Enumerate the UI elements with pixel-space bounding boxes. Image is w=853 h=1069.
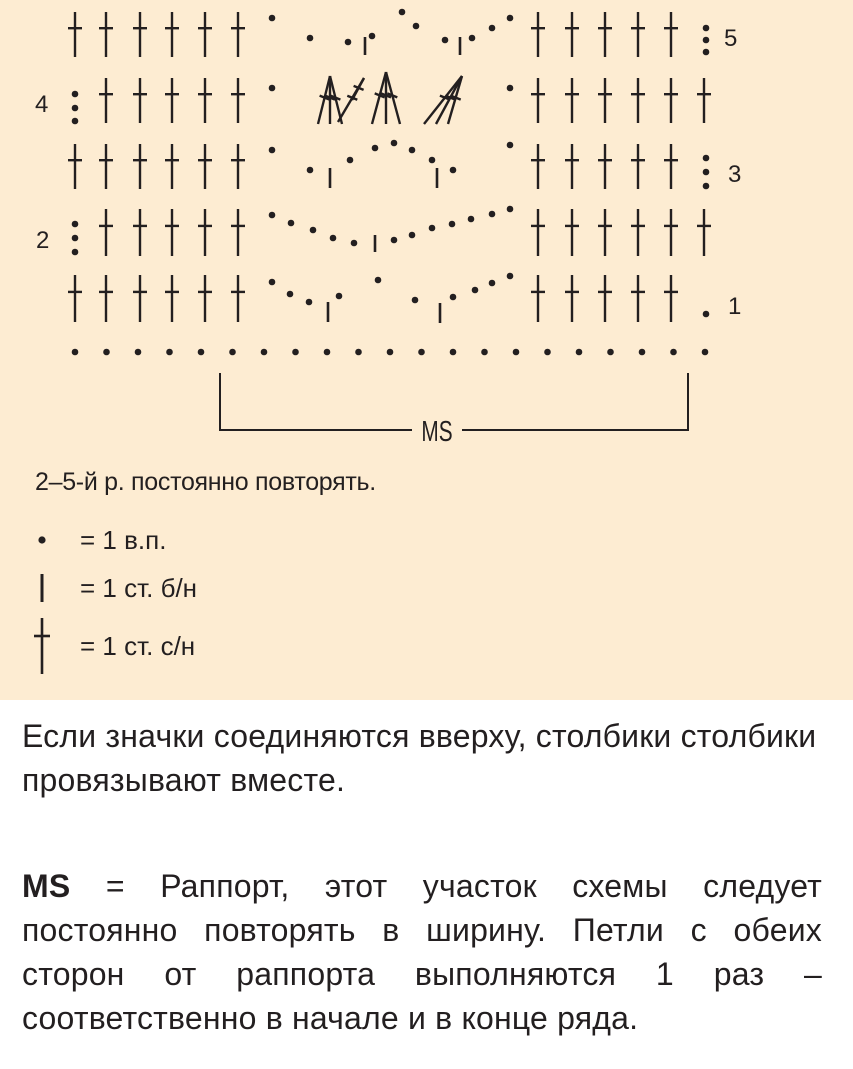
chain-dot	[166, 349, 173, 356]
double-crochet-mark	[99, 78, 113, 123]
double-crochet-mark	[565, 12, 579, 57]
repeat-definition: = Раппорт, этот участок схемы следует постоянно повторять в ширину. Петли с обеих сторон от раппорта выполняются 1 раз – соответственно в начале и в конце ряда.	[22, 868, 822, 1036]
double-crochet-mark	[133, 275, 147, 322]
double-crochet-mark	[531, 12, 545, 57]
chain-dot	[198, 349, 205, 356]
chain-dot	[607, 349, 614, 356]
chain-dot	[269, 212, 276, 219]
chain-dot	[576, 349, 583, 356]
chain-dot	[72, 349, 79, 356]
chain-dot	[507, 206, 514, 213]
chain-dot	[670, 349, 677, 356]
chain-dot	[413, 23, 420, 30]
chain-dot	[292, 349, 299, 356]
chain-dot	[489, 211, 496, 218]
chain-dot	[429, 157, 436, 164]
double-crochet-mark	[68, 275, 82, 322]
chain-dot	[703, 183, 710, 190]
chain-dot	[703, 311, 710, 318]
chain-dot	[288, 220, 295, 227]
double-crochet-mark	[631, 275, 645, 322]
crochet-diagram	[0, 0, 853, 460]
chain-dot	[347, 157, 354, 164]
double-crochet-mark	[631, 12, 645, 57]
chain-dot	[409, 232, 416, 239]
double-crochet-mark	[697, 78, 711, 123]
chain-dot	[72, 249, 79, 256]
double-crochet-mark	[99, 144, 113, 189]
double-crochet-mark	[231, 12, 245, 57]
chain-dot	[103, 349, 110, 356]
chain-dot	[703, 25, 710, 32]
chain-dot	[507, 85, 514, 92]
double-crochet-mark	[697, 209, 711, 256]
chain-dot	[507, 142, 514, 149]
double-crochet-mark	[165, 78, 179, 123]
double-crochet-mark	[531, 209, 545, 256]
chain-dot	[703, 155, 710, 162]
cluster-mark	[318, 76, 342, 124]
double-crochet-mark	[198, 275, 212, 322]
chain-dot	[307, 35, 314, 42]
chain-dot	[469, 35, 476, 42]
legend-single-crochet	[30, 568, 197, 608]
double-crochet-mark	[231, 78, 245, 123]
repeat-description	[22, 864, 822, 1040]
chain-dot	[261, 349, 268, 356]
chain-dot	[307, 167, 314, 174]
chain-dot-icon	[30, 520, 60, 560]
double-crochet-mark	[198, 209, 212, 256]
chain-dot	[269, 85, 276, 92]
chain-dot	[306, 299, 313, 306]
legend-chain-text: = 1 в.п.	[80, 524, 167, 555]
double-crochet-mark	[664, 12, 678, 57]
double-crochet-mark	[664, 144, 678, 189]
vertical-bar-icon	[30, 568, 60, 608]
double-crochet-mark	[598, 78, 612, 123]
tee-cross-icon	[30, 616, 60, 676]
chain-dot	[489, 280, 496, 287]
chain-dot	[449, 221, 456, 228]
legend-double-crochet	[30, 626, 195, 666]
chain-dot	[387, 349, 394, 356]
double-crochet-mark	[231, 209, 245, 256]
double-crochet-mark	[531, 144, 545, 189]
row-label-5: 5	[724, 25, 738, 52]
chain-dot	[450, 167, 457, 174]
double-crochet-mark	[565, 78, 579, 123]
double-crochet-mark	[598, 144, 612, 189]
double-crochet-mark	[598, 275, 612, 322]
repeat-rows-note: 2–5-й р. постоянно повторять.	[35, 468, 376, 496]
double-crochet-mark	[68, 12, 82, 57]
chain-dot	[372, 145, 379, 152]
double-crochet-mark	[165, 209, 179, 256]
joined-symbols-note: Если значки соединяются вверху, столбики столбики провязывают вместе.	[22, 718, 817, 798]
double-crochet-mark	[598, 209, 612, 256]
double-crochet-mark	[664, 275, 678, 322]
chain-dot	[336, 293, 343, 300]
chain-dot	[391, 237, 398, 244]
chain-dot	[703, 49, 710, 56]
chain-dot	[450, 349, 457, 356]
chain-dot	[399, 9, 406, 16]
double-crochet-mark	[631, 78, 645, 123]
double-crochet-mark	[198, 12, 212, 57]
chain-dot	[72, 91, 79, 98]
double-crochet-mark	[133, 78, 147, 123]
double-crochet-mark	[565, 144, 579, 189]
repeat-term: MS	[22, 868, 71, 904]
row-label-4: 4	[35, 91, 49, 118]
double-crochet-mark	[631, 209, 645, 256]
chain-dot	[703, 169, 710, 176]
chain-dot	[513, 349, 520, 356]
chain-dot	[72, 221, 79, 228]
chain-dot	[72, 118, 79, 125]
legend-chain	[30, 520, 166, 560]
chain-dot	[489, 25, 496, 32]
double-crochet-mark	[165, 12, 179, 57]
double-crochet-mark	[531, 78, 545, 123]
double-crochet-mark	[231, 144, 245, 189]
double-crochet-mark	[598, 12, 612, 57]
chain-dot	[269, 279, 276, 286]
double-crochet-mark	[664, 209, 678, 256]
chain-dot	[702, 349, 709, 356]
double-crochet-mark	[133, 209, 147, 256]
chain-dot	[72, 105, 79, 112]
chain-dot	[345, 39, 352, 46]
double-crochet-mark	[133, 12, 147, 57]
double-crochet-mark	[231, 275, 245, 322]
chain-dot	[310, 227, 317, 234]
legend-double-crochet-text: = 1 ст. с/н	[80, 630, 196, 661]
double-crochet-mark	[68, 144, 82, 189]
chain-dot	[450, 294, 457, 301]
chain-dot	[639, 349, 646, 356]
chain-dot	[703, 37, 710, 44]
repeat-label: MS	[421, 415, 453, 448]
chain-dot	[507, 273, 514, 280]
chain-dot	[409, 147, 416, 154]
double-crochet-mark	[565, 209, 579, 256]
chain-dot	[442, 37, 449, 44]
chain-dot	[135, 349, 142, 356]
chain-dot	[72, 235, 79, 242]
double-crochet-mark	[99, 275, 113, 322]
chain-dot	[391, 140, 398, 147]
chain-dot	[507, 15, 514, 22]
chain-dot	[375, 277, 382, 284]
double-crochet-mark	[165, 275, 179, 322]
double-crochet-mark	[531, 275, 545, 322]
double-crochet-mark	[198, 78, 212, 123]
chain-dot	[412, 297, 419, 304]
double-crochet-mark	[565, 275, 579, 322]
chain-dot	[472, 287, 479, 294]
legend-single-crochet-text: = 1 ст. б/н	[80, 572, 198, 603]
chain-dot	[330, 235, 337, 242]
chain-dot	[229, 349, 236, 356]
row-label-3: 3	[728, 161, 742, 188]
chain-dot	[324, 349, 331, 356]
chain-dot	[468, 216, 475, 223]
chain-dot	[269, 15, 276, 22]
double-crochet-mark	[99, 209, 113, 256]
cluster-mark	[424, 76, 462, 124]
row-label-2: 2	[36, 227, 50, 254]
double-crochet-mark	[165, 144, 179, 189]
double-crochet-mark	[99, 12, 113, 57]
row-label-1: 1	[728, 293, 742, 320]
chain-dot	[287, 291, 294, 298]
chain-dot	[269, 147, 276, 154]
chain-dot	[481, 349, 488, 356]
double-crochet-mark	[631, 144, 645, 189]
chain-dot	[429, 225, 436, 232]
chain-dot	[369, 33, 376, 40]
cluster-mark	[338, 78, 364, 122]
cluster-mark	[372, 72, 400, 124]
double-crochet-mark	[664, 78, 678, 123]
repeat-bracket	[220, 373, 688, 430]
chain-dot	[351, 240, 358, 247]
double-crochet-mark	[198, 144, 212, 189]
double-crochet-mark	[133, 144, 147, 189]
chain-dot	[544, 349, 551, 356]
chain-dot	[418, 349, 425, 356]
chain-dot	[355, 349, 362, 356]
